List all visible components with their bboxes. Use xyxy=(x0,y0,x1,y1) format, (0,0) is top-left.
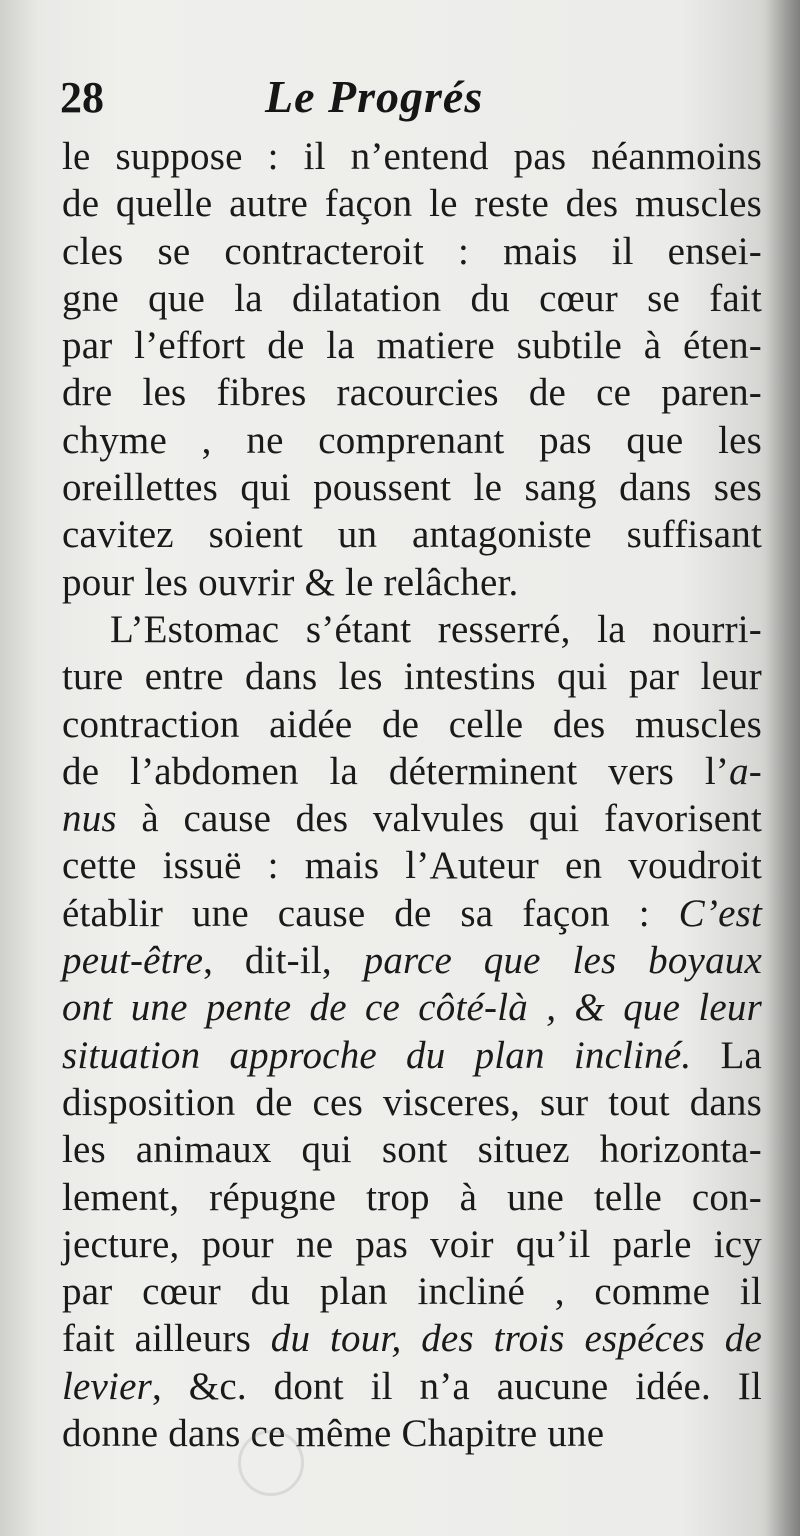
text-line xyxy=(62,275,762,322)
text-segment: jecture, pour ne pas voir qu’il parle icy xyxy=(62,1222,762,1266)
text-segment: fait ailleurs xyxy=(62,1317,271,1361)
text-segment: contraction aidée de celle des muscles xyxy=(62,702,762,746)
text-segment: levier xyxy=(62,1364,152,1408)
text-line xyxy=(62,322,762,369)
text-line xyxy=(62,1174,762,1221)
text-segment: , dit-il, xyxy=(203,939,364,983)
text-segment: cles se contracteroit : mais il ensei- xyxy=(62,229,762,273)
text-segment: chyme , ne comprenant pas que les xyxy=(62,418,762,462)
text-segment: établir une cause de sa façon : xyxy=(62,891,679,935)
text-segment: La xyxy=(691,1033,762,1077)
text-line xyxy=(62,1032,762,1079)
text-line xyxy=(62,559,762,606)
text-line xyxy=(62,701,762,748)
page-header xyxy=(60,72,760,134)
text-segment: pour les ouvrir & le relâcher. xyxy=(62,560,519,604)
text-segment: situation approche du plan incliné. xyxy=(62,1033,692,1077)
text-line xyxy=(62,1410,762,1457)
text-segment: L’Estomac s’étant resserré, la nourri- xyxy=(110,607,762,651)
text-line xyxy=(62,511,762,558)
text-line xyxy=(62,653,762,700)
show-through-mark xyxy=(238,1430,304,1496)
text-segment: par cœur du plan incliné , comme il xyxy=(62,1270,762,1314)
text-segment: gne que la dilatation du cœur se fait xyxy=(62,276,762,320)
text-segment: dre les fibres racourcies de ce paren- xyxy=(62,371,762,415)
text-line xyxy=(62,795,762,842)
text-line xyxy=(62,1363,762,1410)
text-line xyxy=(62,369,762,416)
text-line xyxy=(62,1079,762,1126)
text-line xyxy=(62,180,762,227)
text-line xyxy=(62,748,762,795)
text-segment: oreillettes qui poussent le sang dans ses xyxy=(62,466,762,510)
text-segment: disposition de ces visceres, sur tout dans xyxy=(62,1080,762,1124)
page-edge-shadow xyxy=(766,0,800,1536)
text-segment: par l’effort de la matiere subtile à éten- xyxy=(62,324,762,368)
text-line xyxy=(62,842,762,889)
text-segment: les animaux qui sont situez horizonta- xyxy=(62,1128,762,1172)
text-segment: de l’abdomen la déterminent vers l’ xyxy=(62,749,730,793)
text-line xyxy=(62,1221,762,1268)
text-segment: parce que les boyaux xyxy=(363,939,762,983)
text-segment: cette issuë : mais l’Auteur en voudroit xyxy=(62,844,762,888)
text-line xyxy=(62,133,762,180)
text-line xyxy=(62,417,762,464)
text-segment: ont une pente de ce côté-là , & que leur xyxy=(62,986,762,1030)
text-line xyxy=(62,1126,762,1173)
text-line xyxy=(62,937,762,984)
text-segment: à cause des valvules qui favorisent xyxy=(116,797,762,841)
text-segment: donne dans ce même Chapitre une xyxy=(62,1412,605,1456)
text-segment: a- xyxy=(729,749,762,793)
running-title: Le Progrés xyxy=(265,71,484,122)
text-line xyxy=(62,1268,762,1315)
text-line xyxy=(62,984,762,1031)
text-line xyxy=(62,890,762,937)
text-segment: lement, répugne trop à une telle con- xyxy=(62,1175,762,1219)
text-line xyxy=(62,228,762,275)
text-segment: C’est xyxy=(678,891,762,935)
text-segment: cavitez soient un antagoniste suffisant xyxy=(62,513,762,557)
text-line xyxy=(62,464,762,511)
text-line xyxy=(62,606,762,653)
page-number: 28 xyxy=(60,73,104,122)
text-segment: du tour, des trois espéces de xyxy=(270,1317,762,1361)
text-segment: le suppose : il n’entend pas néanmoins xyxy=(62,135,762,178)
text-line xyxy=(62,1315,762,1362)
text-segment: , &c. dont il n’a aucune idée. Il xyxy=(151,1364,762,1408)
text-segment: de quelle autre façon le reste des muscles xyxy=(62,182,762,226)
text-segment: ture entre dans les intestins qui par leur xyxy=(62,655,762,699)
text-segment: peut-être xyxy=(62,939,204,983)
body-text xyxy=(62,133,762,1457)
text-segment: nus xyxy=(62,797,117,841)
